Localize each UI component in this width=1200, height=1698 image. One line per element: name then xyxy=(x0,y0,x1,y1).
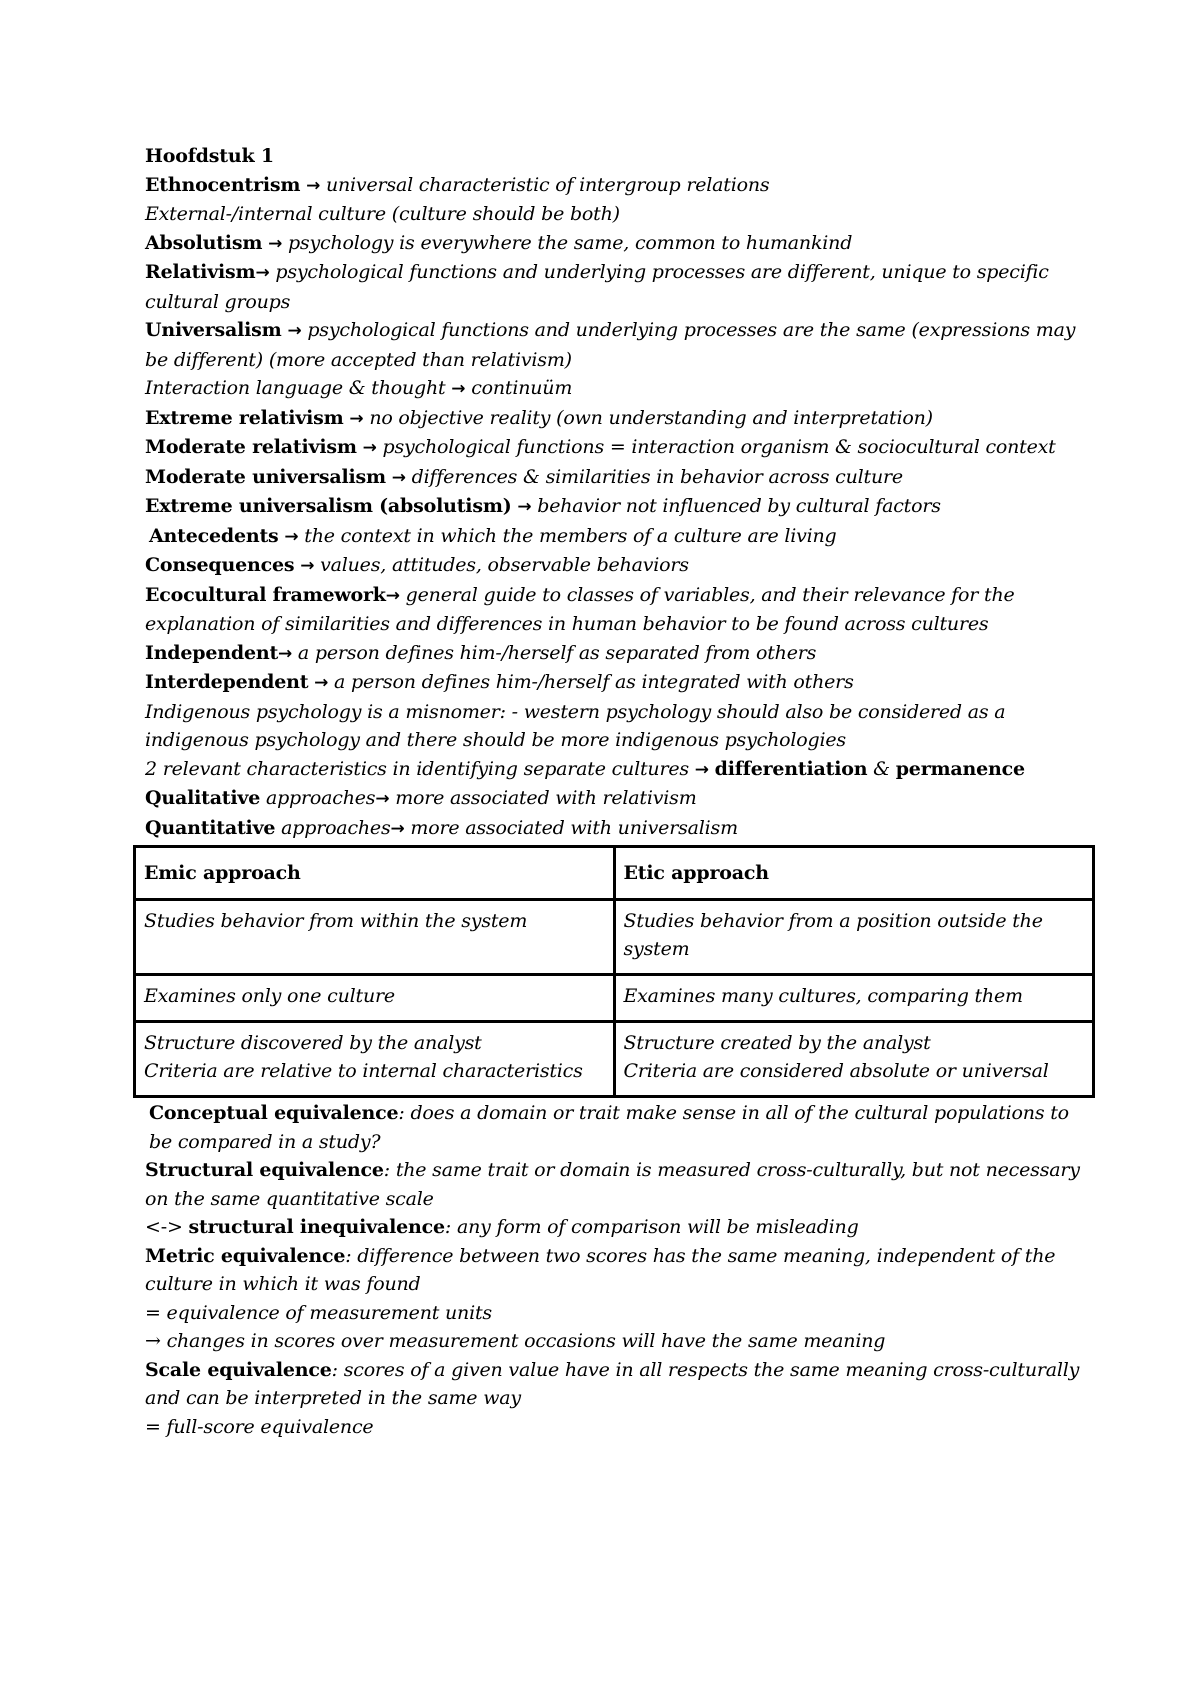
inequivalence-prefix: <-> xyxy=(145,1216,183,1238)
definition-term: Antecedents xyxy=(149,524,279,547)
definition-description: behavior not influenced by cultural factors xyxy=(537,495,941,517)
table-cell-etic: Studies behavior from a position outside the system xyxy=(614,900,1094,975)
definition-line xyxy=(145,316,1090,374)
relevant-term-permanence: permanence xyxy=(895,757,1025,780)
definition-term: Universalism xyxy=(145,319,282,341)
definition-line xyxy=(145,171,1090,201)
definition-description: psychology is everywhere the same, common to humankind xyxy=(287,231,853,254)
arrow-icon: → xyxy=(694,759,709,780)
term-conceptual-equivalence: Conceptual equivalence xyxy=(149,1102,399,1124)
definition-term: Moderate universalism xyxy=(145,465,386,488)
definition-description: psychological functions and underlying processes are different, unique to specific cultural groups xyxy=(145,261,1049,313)
term-structural-equivalence: Structural equivalence xyxy=(145,1159,384,1181)
arrow-icon: → xyxy=(278,643,293,664)
approach-term: Quantitative xyxy=(145,816,276,839)
definition-line xyxy=(145,463,1090,493)
arrow-icon: → xyxy=(385,585,400,606)
approach-label: approaches xyxy=(275,816,391,839)
def-scale-equivalence: : scores of a given value have in all respects the same meaning cross-culturally and can be interpreted in the same way xyxy=(145,1358,1080,1409)
definition-line xyxy=(145,404,1090,434)
relevant-amp: & xyxy=(867,757,896,780)
emic-etic-table xyxy=(133,845,1095,1098)
definition-description: the context in which the members of a culture are living xyxy=(304,524,837,547)
table-header-etic: Etic approach xyxy=(614,847,1094,900)
table-header-row xyxy=(135,847,1094,900)
conceptual-equivalence-line xyxy=(145,1099,1090,1156)
definition-description: psychological functions and underlying processes are the same (expressions may be different) (more accepted than relativism) xyxy=(145,319,1076,371)
definition-description: psychological functions = interaction organism & sociocultural context xyxy=(382,436,1056,458)
relevant-term-differentiation: differentiation xyxy=(714,757,868,780)
arrow-icon: → xyxy=(300,556,315,576)
term-scale-equivalence: Scale equivalence xyxy=(145,1358,332,1381)
table-cell-emic: Examines only one culture xyxy=(135,975,615,1022)
definition-line xyxy=(145,200,1090,229)
structural-inequivalence-line xyxy=(145,1213,1090,1242)
document-content xyxy=(145,142,1090,1441)
arrow-icon: → xyxy=(306,175,321,196)
arrow-icon: → xyxy=(517,497,532,517)
definition-line xyxy=(145,433,1090,463)
scale-equivalence-line xyxy=(145,1356,1090,1413)
table-cell-line: Structure discovered by the analyst xyxy=(144,1032,482,1054)
arrow-icon: → xyxy=(349,408,364,429)
structural-equivalence-line xyxy=(145,1156,1090,1213)
definition-description: differences & similarities in behavior across culture xyxy=(411,465,903,488)
approach-description: more associated with universalism xyxy=(410,816,738,839)
table-row xyxy=(135,975,1094,1022)
arrow-icon: → xyxy=(284,526,299,547)
table-header-emic: Emic approach xyxy=(135,847,615,900)
table-row xyxy=(135,1022,1094,1097)
table-cell-etic: Examines many cultures, comparing them xyxy=(614,975,1094,1022)
definition-term: Extreme universalism (absolutism) xyxy=(145,495,512,517)
metric-equivalence-line xyxy=(145,1242,1090,1299)
approach-definitions xyxy=(145,784,1090,843)
definition-line xyxy=(145,551,1090,581)
relevant-text: 2 relevant characteristics in identifying separate cultures xyxy=(145,757,689,780)
table-cell-emic: Studies behavior from within the system xyxy=(135,900,615,975)
approach-term: Qualitative xyxy=(145,787,261,809)
definition-description: universal characteristic of intergroup relations xyxy=(325,173,770,196)
arrow-icon: → xyxy=(287,321,302,341)
definition-line xyxy=(145,492,1090,522)
definition-line xyxy=(145,698,1090,755)
metric-note-scores: changes in scores over measurement occasions will have the same meaning xyxy=(166,1330,886,1352)
scale-note: = full-score equivalence xyxy=(145,1415,374,1438)
table-cell-etic xyxy=(614,1022,1094,1097)
intro-definitions xyxy=(145,171,1090,755)
definition-line xyxy=(145,258,1090,316)
arrow-icon: → xyxy=(314,673,329,693)
definition-line xyxy=(145,522,1090,552)
arrow-icon: → xyxy=(391,467,406,488)
definition-term: Interdependent xyxy=(145,671,309,693)
definition-line xyxy=(145,374,1090,404)
definition-text: Interaction language & thought xyxy=(145,377,446,399)
approach-label: approaches xyxy=(260,787,376,809)
definition-text: Indigenous psychology is a misnomer: - western psychology should also be considered as a indigenous psychology and there should be more indigenous psychologies xyxy=(145,700,1006,751)
arrow-icon: → xyxy=(145,1330,161,1352)
relevant-characteristics-line xyxy=(145,755,1090,785)
definition-line xyxy=(145,581,1090,639)
definition-text: External-/internal culture (culture should be both) xyxy=(145,203,620,225)
definition-description: no objective reality (own understanding and interpretation) xyxy=(369,406,933,429)
def-structural-inequivalence: : any form of comparison will be misleading xyxy=(444,1216,859,1238)
definition-term: Extreme relativism xyxy=(145,406,344,429)
definition-description: values, attitudes, observable behaviors xyxy=(320,554,689,576)
arrow-icon: → xyxy=(451,379,466,399)
table-cell-line: Criteria are considered absolute or universal xyxy=(623,1060,1049,1082)
chapter-heading: Hoofdstuk 1 xyxy=(145,145,274,167)
definition-term: Absolutism xyxy=(145,231,263,254)
definition-line xyxy=(145,668,1090,698)
definition-term: Ethnocentrism xyxy=(145,173,301,196)
definition-term: Moderate relativism xyxy=(145,436,357,458)
definition-line xyxy=(145,229,1090,259)
approach-line xyxy=(145,784,1090,814)
term-metric-equivalence: Metric equivalence xyxy=(145,1244,346,1267)
arrow-icon: → xyxy=(268,233,283,254)
arrow-icon: → xyxy=(255,263,270,283)
metric-note-units: = equivalence of measurement units xyxy=(145,1301,492,1324)
def-conceptual-equivalence: : does a domain or trait make sense in all of the cultural populations to be compared in a study? xyxy=(149,1102,1069,1153)
definition-term: Independent xyxy=(145,641,279,664)
arrow-icon: → xyxy=(375,789,390,809)
table-cell-emic xyxy=(135,1022,615,1097)
table-cell-line: Structure created by the analyst xyxy=(623,1032,931,1054)
definition-description: a person defines him-/herself as integrated with others xyxy=(334,671,854,693)
approach-description: more associated with relativism xyxy=(395,787,697,809)
metric-note-scores-line xyxy=(145,1327,1090,1356)
table-row xyxy=(135,900,1094,975)
definition-description: a person defines him-/herself as separated from others xyxy=(297,641,817,664)
def-structural-equivalence: : the same trait or domain is measured cross-culturally, but not necessary on the same quantitative scale xyxy=(145,1159,1080,1210)
definition-description: continuüm xyxy=(471,377,573,399)
arrow-icon: → xyxy=(362,438,377,458)
def-metric-equivalence: : difference between two scores has the same meaning, independent of the culture in which it was found xyxy=(145,1244,1056,1295)
definition-term: Relativism xyxy=(145,261,256,283)
approach-line xyxy=(145,814,1090,844)
definition-term: Consequences xyxy=(145,554,295,576)
arrow-icon: → xyxy=(390,818,405,839)
definition-line xyxy=(145,639,1090,669)
definition-term: Ecocultural framework xyxy=(145,583,386,606)
table-cell-line: Criteria are relative to internal characteristics xyxy=(144,1060,583,1082)
definition-description: general guide to classes of variables, and their relevance for the explanation of similarities and differences in human behavior to be found across cultures xyxy=(145,583,1015,635)
term-structural-inequivalence: structural inequivalence xyxy=(188,1216,445,1238)
